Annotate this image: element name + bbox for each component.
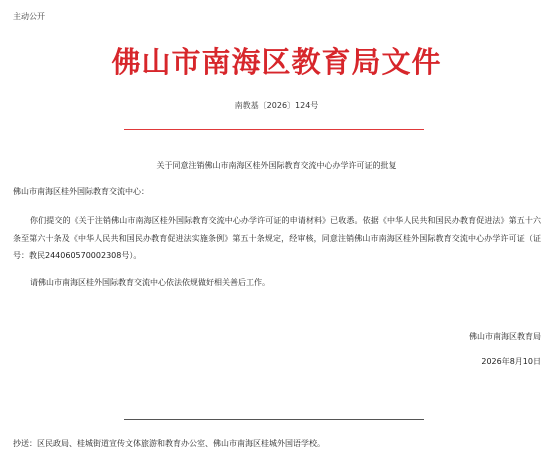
document-number: 南教基〔2026〕124号 — [234, 101, 319, 110]
body-paragraph-2: 请佛山市南海区桂外国际教育交流中心依法依规做好相关善后工作。 — [30, 278, 270, 287]
disclosure-label: 主动公开 — [13, 12, 45, 21]
document-title: 关于同意注销佛山市南海区桂外国际教育交流中心办学许可证的批复 — [156, 161, 397, 170]
red-divider — [124, 129, 424, 130]
footer-divider — [124, 419, 424, 420]
salutation: 佛山市南海区桂外国际教育交流中心： — [13, 187, 149, 196]
body-paragraph-1: 你们提交的《关于注销佛山市南海区桂外国际教育交流中心办学许可证的申请材料》已收悉。依据《中华人民共和国民办教育促进法》第五十六条至第六十条及《中华人民共和国民办教育促进法实施条例》第五十条规定，经审核，同意注销佛山市南海区桂外国际教育交流中心办学许可证（证号：教民244060570002308号）。 — [13, 216, 541, 260]
cc-line: 抄送：区民政局、桂城街道宣传文体旅游和教育办公室、佛山市南海区桂城外国语学校。 — [13, 439, 325, 448]
signature-date: 2026年8月10日 — [481, 357, 541, 366]
masthead-title: 佛山市南海区教育局文件 — [111, 45, 442, 79]
signature-organization: 佛山市南海区教育局 — [469, 332, 541, 341]
